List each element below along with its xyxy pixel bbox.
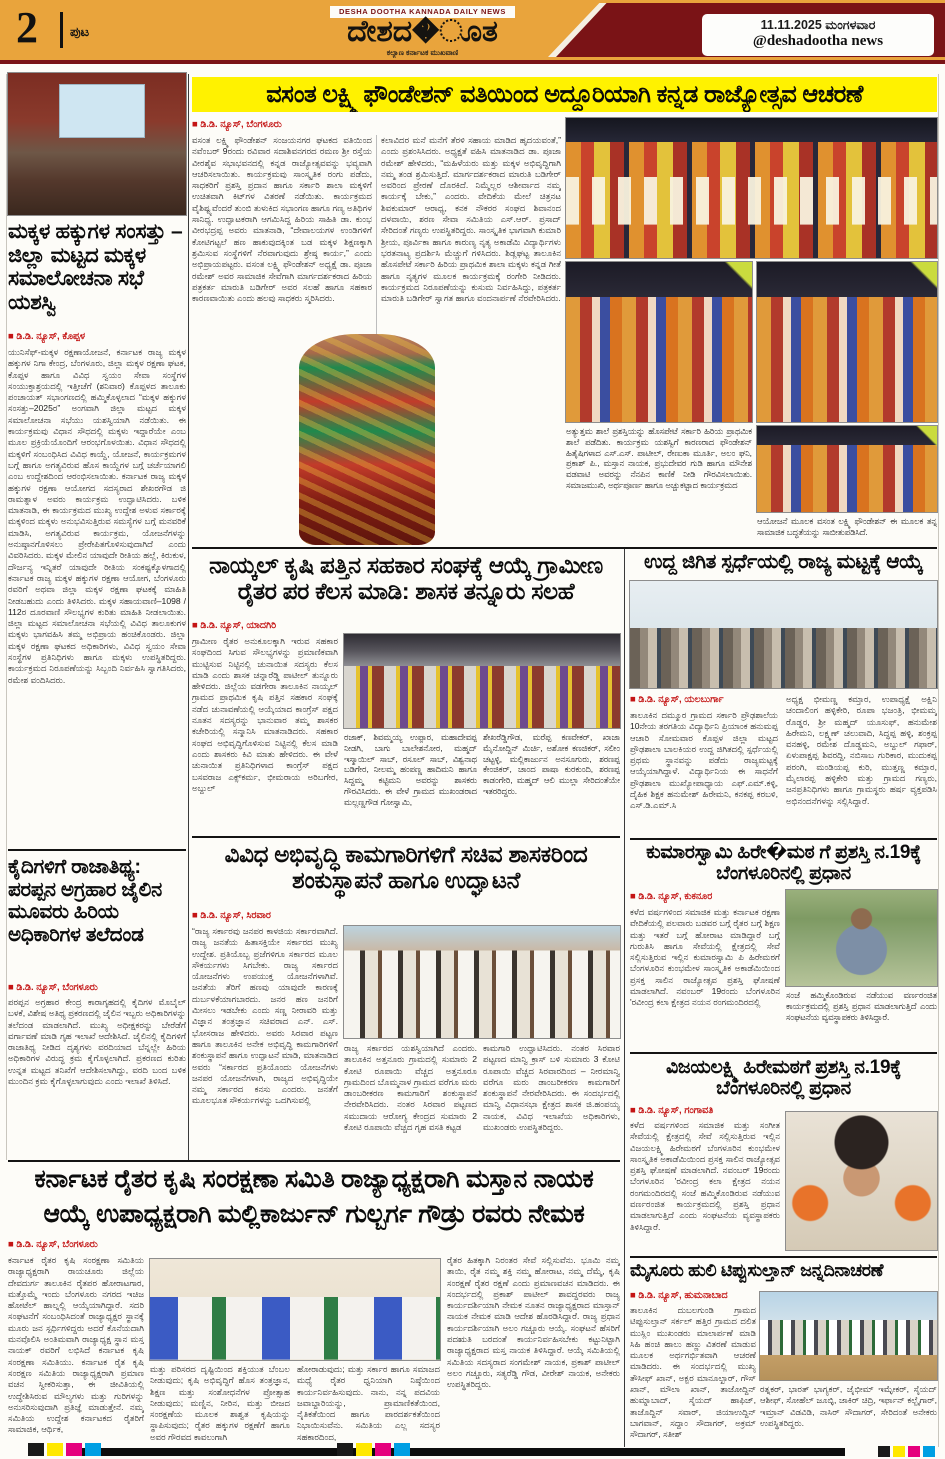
headline-tipu: ಮೈಸೂರು ಹುಲಿ ಟಿಪ್ಪುಸುಲ್ತಾನ್ ಜನ್ನದಿನಾಚರಣೆ <box>630 1261 884 1280</box>
photo-longjump-felicitation <box>630 581 937 688</box>
headline-jail: ಕೈದಿಗಳಿಗೆ ರಾಜಾತಿಥ್ಯ: ಪರಪ್ಪನ ಅಗ್ರಹಾರ ಜೈಲಿನ ಮೂವರು ಹಿರಿಯ ಅಧಿಕಾರಿಗಳ ತಲೆದಂಡ <box>8 856 162 946</box>
body-kumaraswamy: ಕಳೆದ ವರ್ಷಗಳಿಂದ ಸಮಾಜಿಕ ಮತ್ತು ಕರ್ನಾಟಕ ರಕ್ಷಣಾ ವೇದಿಕೆಯಲ್ಲಿ ಪಲವಾರು ಬಡವರ ಬಗ್ಗೆ ರೈತರ ಬಗ್ಗೆ ಶಿಕ್ಷಣ ಮತ್ತು ಇತರೆ ಬಗ್ಗೆ ಹೋರಾಟ ಮಾಡಿದ್ದಾರೆ ಬಗ್ಗೆ ಗುರುತಿಸಿ ಹಾಗೂ ಸೇವೆಯಲ್ಲಿ ಕ್ಷೇತ್ರದಲ್ಲಿ ಸೇವೆ ಸಲ್ಲಿಸುತ್ತಿರುವ ಇಲ್ಲಿನ ಕುಮಾರಸ್ವಾಮಿ ಪಿ ಹಿರೇಮಠಗೆ ಬೆಂಗಳೂರಿನ ಕುಂಭಮೇಳ ಸಾಂಸ್ಕೃತಿಕ ಅಕಾಡೆಮಿಯಿಂದ ಪ್ರಸಕ್ತ ಸಾಲಿನ ರಾಜ್ಯೋತ್ಸವ ಪ್ರಶಸ್ತಿ ಘೋಷಣೆ ಮಾಡಲಾಗಿದೆ. ನವಂಬರ್ 19ರಂದು ಬೆಂಗಳೂರಿನ 'ರವೀಂದ್ರ ಕಲಾ ಕ್ಷೇತ್ರದ ನಯನ ರಂಗಮಂದಿರದಲ್ಲಿ <box>630 907 780 1008</box>
page-number-divider <box>60 12 63 48</box>
rule-below-longjump <box>630 838 937 840</box>
byline-vijayalakshmi: ■ ಡಿ.ಡಿ. ನ್ಯೂಸ್, ಗಂಗಾವತಿ <box>630 1105 714 1116</box>
photo-naykal-garlanded-members <box>344 634 620 728</box>
photo-collage-award-left <box>566 262 752 422</box>
headline-rajyotsava: ವಸಂತ ಲಕ್ಷ್ಮಿ ಫೌಂಡೇಶನ್ ವತಿಯಿಂದ ಅದ್ದೂರಿಯಾಗಿ ಕನ್ನಡ ರಾಜ್ಯೋತ್ಸವ ಆಚರಣೆ <box>192 77 937 112</box>
body-tipu-col2: ರತ್ನಕರ್, ಭಾರತ್ ಭಾಗ್ಯಕರ್, ಜೈಭೀಮ್ ಇಮ್ಳೇಕರ್, ಸೈಯದ್ ಆಶೀಫ್, ಸೋಹೆಲ್ ಜೂಬ್ಳಿ, ಜಾಕಿರ್ ಚಿದ್ರಿ, ಇರ್ಫಾನ್ ಕಲ್ಬೈಗಾರ್, ಇಮ್ರಾನ್ ವಿಡವಿಡಿ, ನಾಸಿರ್ ಸೌದಾಗರ್, ಸೇರಿದಂತೆ ಅನೇಕರು ಉಪಸ್ಥಿತರಿದ್ದರು. <box>760 1384 937 1428</box>
body-tipu-col1: ತಾಲೂಕಿನ ದುಬಲಗುಂಡಿ ಗ್ರಾಮದ ಟಿಪ್ಪುಸುಲ್ತಾನ್ ಸರ್ಕಲ್ ಹತ್ತಿರ ಗ್ರಾಮದ ದಲಿತ ಮುಸ್ಲಿಂ ಮುಖಂಡರು ಮಾಲಾರ್ಪಣೆ ಮಾಡಿ ಸಿಹಿ ಹಂಚಿ ಹಾಲು ಹಣ್ಣು ವಿತರಣೆ ಮಾಡುವ ಮೂಲಕ ಅರ್ಥಗರ್ಭಿತವಾಗಿ ಆಚರಣೆ ಮಾಡಿದರು. ಈ ಸಂದರ್ಭದಲ್ಲಿ ಮುಖ್ಯ ತೌಸೀಫ್ ಖಾನ್, ಅಕ್ಬರ ಮಾನೂಲ್ಖಾರ್, ಗೌಸ್ ಖಾನ್, ಮೌಲಾ ಖಾನ್, ತಾಜೋದ್ದಿನ್ ಹುಮ್ನಾಬಾದ್, ಸೈಯದ್ ಹಾಫಿಜ್, ತಾಜೊದ್ದಿನ್ ಸವಾರ್, ಜಿಯಾಉದ್ದಿನ್ ಬಾಗವಾನ್, ಸದ್ದಾಂ ಸೌದಾಗರ್, ಅಕ್ರಮ್ ಸೌದಾಗರ್, ಸತೀಶ್ <box>630 1305 756 1440</box>
byline-longjump: ■ ಡಿ.ಡಿ. ನ್ಯೂಸ್, ಯಲಬುರ್ಗಾ <box>630 694 724 705</box>
caption-collage-left: ಅತ್ಯುತ್ತಮ ಶಾಲೆ ಪ್ರಶಸ್ತಿಯನ್ನು ಹೊಸಪೇಟೆ ಸರ್ಕಾರಿ ಹಿರಿಯ ಪ್ರಾಥಮಿಕ ಶಾಲೆ ಪಡೆದಿತು. ಕಾರ್ಯಕ್ರಮ ಯಶಸ್ವಿಗೆ ಕಾರಣರಾದ ಫೌಂಡೇಶನ್ ಹಿತೈಷಿಗಳಾದ ಎಸ್.ಎಸ್. ಪಾಟೀಲ್, ರೇಣುಕಾ ಮೂರ್ತಿ, ಅಲಂ ಘನಿ, ಪ್ರಕಾಶ್ ಪಿ., ಮಸ್ತಾನ ನಾಯಕ, ಪ್ರಭುದೇವರ ಗುಡಿ ಹಾಗೂ ಮೌನೇಶ ವಡವಾಟಿ ಅವರನ್ನು ನೆನಪಿನ ಕಾಣಿಕೆ ನೀಡಿ ಗೌರವಿಸಲಾಯಿತು. ಸಮಾಜಮುಖಿ, ಅರ್ಥಪೂರ್ಣ ಹಾಗೂ ಅಚ್ಚುಕಟ್ಟಾದ ಕಾರ್ಯಕ್ರಮದ <box>566 426 752 490</box>
byline-tipu: ■ ಡಿ.ಡಿ. ನ್ಯೂಸ್, ಹುಮನಾಬಾದ <box>630 1290 728 1301</box>
registration-marks-center <box>337 1443 413 1459</box>
cmyk-magenta-square <box>66 1443 82 1456</box>
body-committee-col2: ಮತ್ತು ಪರಿಸರದ ದೃಷ್ಟಿಯಿಂದ ಶಕ್ತಿಯುತ ಬೆಂಬಲ ನೀಡುವುದು; ಕೃಷಿ ಅಭಿವೃದ್ಧಿಗೆ ಹೊಸ ತಂತ್ರಜ್ಞಾನ, ಶಿಕ್ಷಣ ಮತ್ತು ಸಂಶೋಧನೆಗಳ ಪ್ರೋತ್ಸಾಹ ನೀಡುವುದು; ಮಣ್ಣಿನ, ನೀರಿನ, ಮತ್ತು ಬೀಜದ ಸಂರಕ್ಷಣೆಯ ಮೂಲಕ ಶಾಶ್ವತ ಕೃಷಿಯನ್ನು ಸ್ಥಾಪಿಸುವುದು; ರೈತರ ಹಕ್ಕುಗಳ ರಕ್ಷಣೆಗೆ ಹಾಗೂ ಅವರ ಗೌರವದ ಕಾವಲುಗಾಗಿ <box>150 1364 290 1442</box>
body-committee-col3: ಹೋರಾಡುವುದು; ಮತ್ತು ಸರ್ಕಾರ ಹಾಗೂ ಸಮಾಜದ ಮಧ್ಯೆ ರೈತರ ಧ್ವನಿಯಾಗಿ ನಿಷ್ಠೆಯಿಂದ ಕಾರ್ಯನಿರ್ವಹಿಸುವುದು. ನಾನು, ನನ್ನ ಪದವಿಯ ಜವಾಬ್ದಾರಿಯನ್ನು, ಪ್ರಾಮಾಣಿಕತೆಯಿಂದ, ನೈತಿಕತೆಯಿಂದ ಹಾಗೂ ಪಾರದರ್ಶಕತೆಯಿಂದ ನಿಭಾಯಿಸುವೆನು. ಸಮಿತಿಯ ಎಲ್ಲ ಸದಸ್ಯರ ಸಹಕಾರದಿಂದ, <box>297 1364 440 1442</box>
stage-banner-decor <box>60 85 144 137</box>
photo-bharatanatyam-dancer <box>299 334 435 545</box>
photo-committee-letter-handover <box>150 1259 440 1360</box>
byline-rajyotsava: ■ ಡಿ.ಡಿ. ನ್ಯೂಸ್, ಬೆಂಗಳೂರು <box>192 119 282 130</box>
byline-committee: ■ ಡಿ.ಡಿ. ನ್ಯೂಸ್, ಬೆಂಗಳೂರು <box>8 1239 98 1250</box>
cmyk-cyan-square <box>85 1443 101 1456</box>
issue-date: 11.11.2025 ಮಂಗಳವಾರ <box>760 18 876 32</box>
page-left-edge <box>6 74 7 1160</box>
photo-kumaraswamy-portrait <box>786 890 937 986</box>
byline-children-parliament: ■ ಡಿ.ಡಿ. ನ್ಯೂಸ್, ಕೊಪ್ಪಳ <box>8 331 86 342</box>
rule-below-rajyotsava <box>192 547 937 549</box>
headline-naykal: ನಾಯ್ಕಲ್ ಕೃಷಿ ಪತ್ತಿನ ಸಹಕಾರ ಸಂಘಕ್ಕೆ ಆಯ್ಕೆ ಗ್ರಾಮೀಣ ರೈತರ ಪರ ಕೆಲಸ ಮಾಡಿ: ಶಾಸಕ ತನ್ನೂರು ಸಲಹೆ <box>209 552 603 604</box>
body-children-parliament: ಯುನಿಸೆಫ್-ಮಕ್ಕಳ ರಕ್ಷಣಾಯೋಜನೆ, ಕರ್ನಾಟಕ ರಾಜ್ಯ ಮಕ್ಕಳ ಹಕ್ಕುಗಳ ನಿಗಾ ಕೇಂದ್ರ, ಬೆಂಗಳೂರು, ಜಿಲ್ಲಾ ಮಕ್ಕಳ ರಕ್ಷಣಾ ಘಟಕ, ಕೊಪ್ಪಳ ಹಾಗೂ ವಿವಿಧ ಸ್ವಯಂ ಸೇವಾ ಸಂಸ್ಥೆಗಳ ಸಂಯುಕ್ತಾಶ್ರಯದಲ್ಲಿ ಇತ್ತೀಚೆಗೆ (ಶನಿವಾರ) ಕೊಪ್ಪಳದ ತಾಲೂಕು ಪಂಚಾಯತ್ ಸಭಾಂಗಣದಲ್ಲಿ ಹಮ್ಮಿಕೊಳ್ಳಲಾದ “ಮಕ್ಕಳ ಹಕ್ಕುಗಳ ಸಂಸತ್ತು–2025ರ” ಅಂಗವಾಗಿ ಜಿಲ್ಲಾ ಮಟ್ಟದ ಮಕ್ಕಳ ಸಮಾಲೋಚನಾ ಸಭೆಯು ಯಶಸ್ವಿಯಾಗಿ ನಡೆಯಿತು. ಈ ಕಾರ್ಯಕ್ರಮವು ವಿಧಾನ ಸೌಧದಲ್ಲಿ ಮಕ್ಕಳು ಇದ್ದಾರೆಯೇ ಎಂಬ ಮೂಲ ಪ್ರಕ್ರಿಯೆಯೊಂದಿಗೆ ಆರಂಭಗೊಳಯಿತು. ವಿಧಾನ ಸೌಧದಲ್ಲಿ ಮಕ್ಕಳಿಗೆ ಸಂಬಂಧಿಸಿದ ವಿವಿಧ ಕಾಯ್ದೆ, ಯೋಜನೆ, ಕಾರ್ಯಕ್ರಮಗಳ ಬಗ್ಗೆ ಹಾಗೂ ಅಗತ್ಯವಿರುವ ಹೊಸ ಕಾಯ್ದೆಗಳ ಬಗ್ಗೆ ಚರ್ಚೆಯಾಗಲಿ ಎಂಬ ಉದ್ದೇಶದಿಂದ ಆರಂಭಿಸಲಾಯಿತು. ಕರ್ನಾಟಕ ರಾಜ್ಯ ಮಕ್ಕಳ ಹಕ್ಕುಗಳ ರಕ್ಷಣಾ ಆಯೋಗದ ಸದಸ್ಯರಾದ ಶೇಖರಗೌಡ ಜಿ ರಾಮತ್ನಾಳ ಅವರು ಕಾರ್ಯಕ್ರಮ ಉದ್ಘಾಟಿಸಿದರು. ಬಳಿಕ ಮಾತನಾಡಿ, ಈ ಕಾರ್ಯಕ್ರಮದ ಮುಖ್ಯ ಉದ್ದೇಶ ಅಳುವ ಸರ್ಕಾರಕ್ಕೆ ಮಕ್ಕಳಿಂದ ಮಕ್ಕಳು ಅನುಭವಿಸುತ್ತಿರುವ ಸಮಸ್ಯೆಗಳ ಬಗ್ಗೆ ಮನವರಿಕೆ ಮಾಡಿಸಿ, ಅಗತ್ಯವಿರುವ ಕಾರ್ಯಕ್ರಮ, ಯೋಜನೆಗಳನ್ನು ಅನುಷ್ಠಾನಗೊಳಿಸಲು ಪ್ರೇರೇಪಿತಗೊಳಿಸುವುದಾಗಿದೆ ಎಂದು ವಿವರಿಸಿದರು. ಮಕ್ಕಳ ಮೇಲಿನ ಯಾವುದೇ ರೀತಿಯ ಹಲ್ಲೆ, ಕಿರುಕುಳ, ದೌರ್ಜನ್ಯ ಇನ್ನಿತರೆ ಯಾವುದೇ ರೀತಿಯ ಸಂಕಷ್ಟಕ್ಕೊಳಗಾದಲ್ಲಿ ಕರ್ನಾಟಕ ರಾಜ್ಯ ಮಕ್ಕಳ ಹಕ್ಕುಗಳ ರಕ್ಷಣಾ ಆಯೋಗ, ಬೆಂಗಳೂರು ರವರಿಗೆ ಅಥವಾ ಜಿಲ್ಲಾ ಮಕ್ಕಳ ರಕ್ಷಣಾ ಘಟಕಕ್ಕೆ ಮಾಹಿತಿ ನೀಡಬಹುದು ಎಂದು ತಿಳಿಸಿದರು. ಮಕ್ಕಳ ಸಹಾಯವಾಣಿ–1098 / 112ರ ದೂರವಾಣಿ ಸೌಲಭ್ಯಗಳ ಕುರಿತು ಮಾಹಿತಿ ನೀಡಲಾಯಿತು. ಜಿಲ್ಲಾ ಮಟ್ಟದ ಸಮಾಲೋಚನಾ ಸಭೆಯಲ್ಲಿ ವಿವಿಧ ತಾಲೂಕುಗಳ ಮಕ್ಕಳು ಭಾಗವಹಿಸಿ ತಮ್ಮ ಅಭಿಪ್ರಾಯ ಹಂಚಿಕೊಂಡರು. ಜಿಲ್ಲಾ ಮಕ್ಕಳ ರಕ್ಷಣಾ ಘಟಕದ ಅಧಿಕಾರಿಗಳು, ವಿವಿಧ ಸ್ವಯಂ ಸೇವಾ ಸಂಸ್ಥೆಗಳ ಪ್ರತಿನಿಧಿಗಳು ಹಾಗೂ ಮಕ್ಕಳು ಉಪಸ್ಥಿತರಿದ್ದರು. ಕಾರ್ಯಕ್ರಮದ ನಿರೂಪಣೆಯನ್ನು ಸಿಬ್ಬಂದಿ ನಿರ್ವಹಿಸಿ ಸ್ವಾಗತಿಸಿದರು, ರಮೇಶ ವಂದಿಸಿದರು. <box>8 347 186 685</box>
cmyk-black-square <box>878 1446 890 1457</box>
newspaper-subtitle: ಕಲ್ಯಾಣ ಕರ್ನಾಟಕ ಮುಖವಾಣಿ <box>386 48 459 57</box>
cmyk-yellow-square <box>47 1443 63 1456</box>
caption-naykal-names-2: ಶೇಖರೆಡ್ಡಿಗೌಡ, ಮರೆಪ್ಪ ಕಣವೇಕರ್, ಖಾಜಾ ಮೈನೋದ್ದಿನ್ ಮಿರ್ಚಿ, ಅಶೋಕ ಕಣಜಿಕರ್, ಸಲೀಂ ಚಟ್ಟಳ್ಳಿ, ಮಲ್ಲಿಕಾರ್ಜುನ ಅನಸೂಗುರು, ಶರಣಪ್ಪ ಕೇಂಜಿಕರ್, ಚಾಂದ ಪಾಷಾ ಕುರಕುಂದಿ, ಶರಣಪ್ಪ ಕಾಡಂಗೇರಿ, ಮಹ್ಮದ್ ಆಲಿ ಮುಲ್ಲಾ ಸೇರಿದಂತೆಯೇ ಇತರರಿದ್ದರು. <box>483 732 620 796</box>
photo-collage-group-children-certificates <box>566 118 937 258</box>
byline-naykal: ■ ಡಿ.ಡಿ. ನ್ಯೂಸ್, ಯಾದಗಿರಿ <box>192 620 277 631</box>
cmyk-black-square <box>337 1443 353 1456</box>
body-jail: ಪರಪ್ಪನ ಅಗ್ರಹಾರ ಕೇಂದ್ರ ಕಾರಾಗೃಹದಲ್ಲಿ ಕೈದಿಗಳ ಮೊಬೈಲ್ ಬಳಕೆ, ವಿಶೇಷ ಅತಿಥ್ಯ ಪ್ರಕರಣದಲ್ಲಿ ಜೈಲಿನ ಇಬ್ಬರು ಅಧಿಕಾರಿಗಳನ್ನು ತಲೆದಂಡ ಮಾಡಲಾಗಿದೆ. ಮುಖ್ಯ ಅಧೀಕ್ಷಕರನ್ನು ಬೇರೆಡೆಗೆ ವರ್ಗಾವಣೆ ಮಾಡಿ ಗೃಹ ಇಲಾಖೆ ಆದೇಶಿಸಿದೆ. ಜೈಲಿನಲ್ಲಿ ಕೈದಿಗಳಿಗೆ ರಾಜಾತಿಥ್ಯ ನೀಡಿದ ದೃಶ್ಯಗಳು ವರದಿಯಾದ ಬೆನ್ನಲ್ಲೇ ಹಿರಿಯ ಅಧಿಕಾರಿಗಳ ವಿರುದ್ಧ ಕ್ರಮ ಕೈಗೊಳ್ಳಲಾಗಿದೆ. ಪ್ರಕರಣದ ಕುರಿತು ಉನ್ನತ ಮಟ್ಟದ ತನಿಖೆಗೆ ಆದೇಶಿಸಲಾಗಿದ್ದು, ವರದಿ ಬಂದ ಬಳಿಕ ಮುಂದಿನ ಕ್ರಮ ಕೈಗೊಳ್ಳಲಾಗುವುದು ಎಂದು ಇಲಾಖೆ ತಿಳಿಸಿದೆ. <box>8 997 186 1087</box>
rule-below-naykal <box>192 836 620 838</box>
registration-marks-left <box>28 1443 104 1459</box>
body-rajyotsava-col2: ಕಲಾವಿದರ ಮನೆ ಮನೆಗೆ ತೆರಳಿ ಸಹಾಯ ಮಾಡಿದ ಹೃದಯವಂತೆ,” ಎಂದು ಪ್ರಶಂಸಿಸಿದರು. ಅಧ್ಯಕ್ಷತೆ ವಹಿಸಿ ಮಾತನಾಡಿದ ಡಾ. ಪೂಜಾ ರಮೇಶ್ ಹೇಳಿದರು, “ಮಹಿಳೆಯರು ಮತ್ತು ಮಕ್ಕಳ ಅಭಿವೃದ್ಧಿಗಾಗಿ ನಮ್ಮ ತಂಡ ಶ್ರಮಿಸುತ್ತಿದೆ. ಮಾರ್ಗದರ್ಶಕರಾದ ಮಾರುತಿ ಬಡಿಗೇರ್ ಅವರಿಂದ ಪ್ರೇರಣೆ ದೊರಕಿದೆ. ನಿಮ್ಮೆಲ್ಲರ ಆಶೀರ್ವಾದ ನಮ್ಮ ಕಾರ್ಯಕ್ಕೆ ಬೇಕು,” ಎಂದರು. ವೇದಿಕೆಯ ಮೇಲೆ ಚಿತ್ರನಟ ಶಿವಕುಮಾರ್ ಆರಾಧ್ಯ, ಕನಕ ನೌಕರರ ಸಂಘದ ಶಿವಾನಂದ ದಳವಾಯಿ, ಶರಣ ಸೇವಾ ಸಮಿತಿಯ ಎಸ್.ಆರ್. ಪ್ರಸಾದ್ ಸೇರಿದಂತೆ ಗಣ್ಯರು ಉಪಸ್ಥಿತರಿದ್ದರು. ಸಾಂಸ್ಕೃತಿಕ ಭಾಗವಾಗಿ ಕುಮಾರಿ ಶ್ರೀಯ, ಪೂರ್ವಿಕಾ ಹಾಗೂ ಕಾರುಣ್ಯ ನೃತ್ಯ ಅಕಾಡೆಮಿ ವಿದ್ಯಾರ್ಥಿಗಳು ಭರತನಾಟ್ಯ ಪ್ರದರ್ಶಿಸಿ ಮೆಚ್ಚುಗೆ ಗಳಿಸಿದರು. ಶಿಡ್ಲಘಟ್ಟ ತಾಲೂಕಿನ ಹೊಸಪೇಟೆ ಸರ್ಕಾರಿ ಹಿರಿಯ ಪ್ರಾಥಮಿಕ ಶಾಲಾ ಮಕ್ಕಳು ಕನ್ನಡ ಗೀತೆ ಹಾಗೂ ನೃತ್ಯಗಳ ಮೂಲಕ ಕಾರ್ಯಕ್ರಮಕ್ಕೆ ರಂಗೇರಿ ನೀಡಿದರು. ಕಾರ್ಯಕ್ರಮದ ನಿರೂಪಣೆಯನ್ನು ಕುಸುಮ ನಿರ್ವಹಿಸಿದ್ದು, ಪತ್ರಕರ್ತ ಮಾರುತಿ ಬಡಿಗೇರ್ ಸ್ವಾಗತ ಹಾಗೂ ವಂದನಾರ್ಪಣೆ ನೆರವೇರಿಸಿದರು. <box>381 135 561 304</box>
divider-right-column <box>624 549 625 1447</box>
photo-works-foundation-crowd <box>344 926 620 1038</box>
cmyk-yellow-square <box>356 1443 372 1456</box>
masthead-rule <box>0 60 945 64</box>
rule-left-column <box>8 849 186 851</box>
body-works-col3: ಕಾಮಗಾರಿ ಉದ್ಘಾಟಿಸಿದರು. ನಂತರ ಸಿರವಾರ ಪಟ್ಟಣದ ಮಾನ್ವಿ ಕ್ರಾಸ್ ಬಳಿ ಸುಮಾರು 3 ಕೋಟಿ ರೂಪಾಯಿ ವೆಚ್ಚದ ಸಿರವಾರದಿಂದ – ನೀರಮಾನ್ವಿ ವರೆಗೂ ಮರು ಡಾಂಬರೀಕರಣ ಕಾಮಗಾರಿಗೆ ಶಂಕುಸ್ಥಾಪನೆ ನೇರವೇರಿಸಿದರು. ಈ ಸಂದರ್ಭದಲ್ಲಿ ಮಾನ್ವಿ ವಿಧಾನಸಭಾ ಕ್ಷೇತ್ರದ ಶಾಸಕ ಜಿ.ಹಂಪಯ್ಯ ನಾಯಕ, ವಿವಿಧ ಇಲಾಖೆಯ ಅಧಿಕಾರಿಗಳು, ಮುಖಂಡರು ಉಪಸ್ಥಿತರಿದ್ದರು. <box>483 1043 620 1133</box>
newspaper-title: ದೇಶದ�ೂತ <box>347 16 498 48</box>
cmyk-yellow-square <box>893 1446 905 1457</box>
body-committee-col1: ಕರ್ನಾಟಕ ರೈತರ ಕೃಷಿ ಸಂರಕ್ಷಣಾ ಸಮಿತಿಯ ರಾಜ್ಯಾಧ್ಯಕ್ಷರಾಗಿ ರಾಯಚೂರು ಜಿಲ್ಲೆಯ ದೇವದುರ್ಗ ತಾಲೂಕಿನ ರೈತಪರ ಹೋರಾಟಗಾರ, ಮತ್ತೊಮ್ಮೆ ಇಂದು ಬೆಂಗಳೂರು ನಗರದ ಇಚಿಜ ಹೋಟೆಲ್ ಹಾಲ್ನಲ್ಲಿ ಆಯ್ಕೆಯಾಗಿದ್ದಾರೆ. ಸದರಿ ಸಂಘಟನೆಗೆ ಸಂಬಂಧಿಸಿದಂತೆ ರಾಜ್ಯಾಧ್ಯಕ್ಷರ ಸ್ಥಾನಕ್ಕೆ ಮೂರು ಜನ ಸ್ಪರ್ಧಿಗಳಿದ್ದರು ಅದರೆ ಕೊನೆಯದಾಗಿ ಮನವೊಲಿಸಿ ಅಂತಿಮವಾಗಿ ರಾಜ್ಯಾಧ್ಯಕ್ಷ ಸ್ಥಾನ ಮಸ್ತ ನಾಯಕ್ ರವರಿಗೆ ಲಭಿಸಿದೆ ಕರ್ನಾಟಕ ಕೃಷಿ ಸಂರಕ್ಷಣಾ ಸಮಿತಿಯು. ಕರ್ನಾಟಕ ರೈತ ಕೃಷಿ ಸಂರಕ್ಷಣ ಸಮಿತಿಯ ರಾಜ್ಯಾಧ್ಯಕ್ಷರಾಗಿ ಪ್ರಮಾಣ ವಚನ ಸ್ವೀಕರಿಸುತ್ತಾ, ಈ ಜೀವಿತಿಯಲ್ಲಿ ಉದ್ಧೇಶಿಸಿರುವ ಮೌಲ್ಯಗಳು ಮತ್ತು ಗುರಿಗಳನ್ನು ಅನುಸರಿಸುವುದಾಗಿ ಪ್ರತಿಜ್ಞೆ ಮಾಡುತ್ತೇನೆ. ನಮ್ಮ ಸಮಿತಿಯ ಉದ್ದೇಶ ಕರ್ನಾಟಕದ ರೈತರಿಗೆ ಸಾಮಾಜಿಕ, ಆರ್ಥಿಕ, <box>8 1255 144 1435</box>
byline-works: ■ ಡಿ.ಡಿ. ನ್ಯೂಸ್, ಸಿರವಾರ <box>192 910 271 921</box>
page-label: ಪುಟ <box>70 24 90 39</box>
cmyk-black-square <box>28 1443 44 1456</box>
photo-children-parliament-hall <box>8 73 186 215</box>
masthead-tagline: DESHA DOOTHA KANNADA DAILY NEWS <box>330 6 515 18</box>
caption-collage-right: ಆಯೋಜನೆ ಮೂಲಕ ವಸಂತ ಲಕ್ಷ್ಮಿ ಫೌಂಡೇಶನ್ ಈ ಮೂಲಕ ತನ್ನ ಸಾಮಾಜಿಕ ಬದ್ಧತೆಯನ್ನು ಸಾಬೀತುಪಡಿಸಿದೆ. <box>757 516 937 537</box>
headline-children-parliament: ಮಕ್ಕಳ ಹಕ್ಕುಗಳ ಸಂಸತ್ತು – ಜಿಲ್ಲಾ ಮಟ್ಟದ ಮಕ್ಕಳ ಸಮಾಲೋಚನಾ ಸಭೆ ಯಶಸ್ವಿ <box>8 220 183 315</box>
date-box <box>702 14 934 56</box>
headline-committee-line2: ಆಯ್ಕೆ ಉಪಾಧ್ಯಕ್ಷರಾಗಿ ಮಲ್ಲಿಕಾರ್ಜುನ್ ಗುಲ್ಬರ್ಗ ಗೌಡ್ರು ರವರು ನೇಮಕ <box>43 1200 585 1228</box>
registration-marks-right <box>878 1444 938 1459</box>
cmyk-magenta-square <box>375 1443 391 1456</box>
rule-below-kumaraswamy <box>630 1052 937 1054</box>
rule-below-vijayalakshmi <box>630 1256 937 1258</box>
page-number: 2 <box>16 3 38 52</box>
byline-kumaraswamy: ■ ಡಿ.ಡಿ. ನ್ಯೂಸ್, ಕುಕನೂರ <box>630 891 713 902</box>
photo-collage-award-bottom <box>757 426 937 512</box>
body-longjump-col1: ತಾಲೂಕಿನ ದಮ್ಮೂರ ಗ್ರಾಮದ ಸರ್ಕಾರಿ ಪ್ರೌಢಶಾಲೆಯ 10ನೇಯ ತರಗತಿಯ ವಿದ್ಯಾರ್ಥಿನಿ ಪ್ರಿಯಾಂಕ ಹನುಮಪ್ಪ ಆಚಾರಿ ಸೋಮವಾರ ಕೊಪ್ಪಳ ಜಿಲ್ಲಾ ಮಟ್ಟದ ಪ್ರೌಢಶಾಲಾ ಬಾಲಕಿಯರ ಉದ್ದ ಜಿಗಿತದಲ್ಲಿ ಸ್ಪರ್ಧೆಯಲ್ಲಿ ಪ್ರಥಮ ಸ್ಥಾನವನ್ನು ಪಡೆದು ರಾಜ್ಯಮಟ್ಟಕ್ಕೆ ಆಯ್ಕೆಯಾಗಿದ್ದಾಳೆ. ವಿದ್ಯಾರ್ಥಿನಿಯ ಈ ಸಾಧನೆಗೆ ಪ್ರೌಢಶಾಲಾ ಮುಖ್ಯೋಪಾಧ್ಯಾಯ ಎಫ್.ಎಮ್.ಕಳ್ಳಿ, ದೈಹಿಕ ಶಿಕ್ಷಕ ಹನುಮೇಶ್ ಹಿರೇಮನಿ, ಕನಕಪ್ಪ ಕರಬಳಿ, ಎಸ್.ಡಿ.ಎಮ್.ಸಿ <box>630 710 778 811</box>
divider-left-column <box>188 74 189 1160</box>
headline-longjump: ಉದ್ದ ಜಿಗಿತ ಸ್ಪರ್ಧೆಯಲ್ಲಿ ರಾಜ್ಯ ಮಟ್ಟಕ್ಕೆ ಆಯ್ಕೆ <box>644 551 923 573</box>
bottom-fold-bar <box>75 1448 845 1456</box>
masthead <box>0 0 945 60</box>
headline-vijayalakshmi: ವಿಜಯಲಕ್ಷ್ಮಿ ಹಿರೇಮಠಗೆ ಪ್ರಶಸ್ತಿ ನ.19ಕ್ಕೆ ಬೆಂಗಳೂರಿನಲ್ಲಿ ಪ್ರಧಾನ <box>665 1057 902 1100</box>
headline-committee-line1: ಕರ್ನಾಟಕ ರೈತರ ಕೃಷಿ ಸಂರಕ್ಷಣಾ ಸಮಿತಿ ರಾಜ್ಯಾಧ್ಯಕ್ಷರಾಗಿ ಮಸ್ತಾನ ನಾಯಕ <box>34 1165 594 1193</box>
caption-naykal-names-1: ರಜಾಕ್, ಶಿವಮ್ಮಯ್ಯ ಉಪ್ಪಾರ, ಮಹಾದೇವಪ್ಪ ನೀಡಗಿ, ಬಾಗು ಬಾಲೇಶನೋರ, ಮಹ್ಮದ್ ಇಸ್ಮಾಯಿಲ್ ಸಾಬ್, ರಸೂಲ್ ಸಾಬ್, ವಿಶ್ವನಾಥ ಬಡಿಗೇರ, ನೀಲಮ್ಮ ಹಂಪಣ್ಣ ಹಾದಿಮನಿ ಹಾಗೂ ಸಿದ್ದಮ್ಮ ಕಟ್ಟಿಮನಿ ಅವರನ್ನು ಶಾಸಕರು ಗೌರವಿಸಿದರು. ಈ ವೇಳೆ ಗ್ರಾಮದ ಮುಖಂಡರಾದ ಮಲ್ಲಣ್ಣಗೌಡ ಗೋಸ್ವಾಮಿ, <box>344 732 477 807</box>
photo-tipu-circle-gathering <box>760 1292 937 1380</box>
body-longjump-col2: ಅಧ್ಯಕ್ಷ ಭೀಮಣ್ಣ ಕಮ್ತಾರ, ಉಪಾಧ್ಯಕ್ಷೆ ಅಕ್ಷಿನಿ ಚಂದಾಲಿಂಗ ಹಳ್ಳಿಕೇರಿ, ರೂಪಾ ಭಜಂತ್ರಿ, ಭೀಮಮ್ಮ ರೊಡ್ಡರ, ಶ್ರೀ ಮಹ್ಮದ್ ಯೂಸುಫ್, ಹನುಮೇಶ ಹಿರೇಮನಿ, ಲಕ್ಷ್ಮಣ್ ಚಲುವಾದಿ, ಸಿದ್ಧಪ್ಪ ಹಳ್ಳಿ, ಶಂಕ್ರಪ್ಪ ವನಹಳ್ಳಿ, ರಮೇಶ ದೊಡ್ಡಮನಿ, ಅಬ್ದುಲ್ ಗಫಾರ್, ಏಳುಪಾಕ್ಷಪ್ಪ ಶಿವರದ್ದಿ, ನಬಿಸಾಬ ಗುರಿಕಾರ, ಮುದುಕಪ್ಪ ಪರಂಗಿ, ಮಂಡಿಯಪ್ಪ ಕುರಿ, ಮುತ್ತಣ್ಣ ಕಮ್ತಾರ, ಮೈಲಾರಪ್ಪ ಹಳ್ಳಿಕೇರಿ ಮತ್ತು ಗ್ರಾಮದ ಗಣ್ಯರು, ಜನಪ್ರತಿನಿಧಿಗಳು ಹಾಗೂ ಗ್ರಾಮಸ್ಥರು ಹರ್ಷ ವ್ಯಕ್ತಪಡಿಸಿ ಅಭಿನಂದನೆಗಳನ್ನು ಸಲ್ಲಿಸಿದ್ದಾರೆ. <box>786 694 937 806</box>
body-works-col1: “ರಾಜ್ಯ ಸರ್ಕಾರವು ಜನಪರ ಕಾಳಜಿಯ ಸರ್ಕಾರವಾಗಿದೆ. ರಾಜ್ಯ ಜನತೆಯ ಹಿತಾಸಕ್ತಿಯೇ ಸರ್ಕಾರದ ಮುಖ್ಯ ಉದ್ದೇಶ. ಪ್ರತಿಯೊಬ್ಬ ಪ್ರಜೆಗಳಿಗೂ ಸರ್ಕಾರದ ಮೂಲ ಸೌಕರ್ಯಗಳು ಸಿಗಬೇಕು. ರಾಜ್ಯ ಸರ್ಕಾರದ ಯೋಜನೆಗಳು ಉಪಯುಕ್ತ ಯೋಜನೆಗಳಾಗಿವೆ. ಜನತೆಯ ತೆರಿಗೆ ಹಣವು ಯಾವುದೇ ಕಾರಣಕ್ಕೆ ದುರ್ಬಳಕೆಯಾಗಬಾರದು. ಜನರ ಹಣ ಜನರಿಗೆ ಮೀಸಲು ಇಡಬೇಕು ಎಂದು ಸಣ್ಣ ನೀರಾವರಿ ಮತ್ತು ವಿಜ್ಞಾನ ತಂತ್ರಜ್ಞಾನ ಸಚಿವರಾದ ಎನ್. ಎಸ್. ಭೋಸರಾಜ ಹೇಳಿದರು. ಅವರು ಸಿರವಾರ ಪಟ್ಟಣ ಹಾಗೂ ತಾಲೂಕಿನ ಅನೇಕ ಅಭಿವೃದ್ಧಿ ಕಾಮಗಾರಿಗಳಿಗೆ ಶಂಕುಸ್ಥಾಪನೆ ಹಾಗೂ ಉದ್ಘಾಟನೆ ಮಾಡಿ, ಮಾತನಾಡಿದ ಅವರು “ಸರ್ಕಾರದ ಪ್ರತಿಯೊಂದು ಯೋಜನೆಗಳು ಜನಪರ ಯೋಜನೆಗಳಾಗಿ, ರಾಜ್ಯದ ಅಭಿವೃದ್ಧಿಯೇ ನಮ್ಮ ಸರ್ಕಾರದ ಕನಸು ಎಂದರು. ಜನತೆಗೆ ಮೂಲಭೂತ ಸೌಕರ್ಯಗಳನ್ನು ಒದಗಿಸುವಲ್ಲಿ <box>192 926 338 1106</box>
social-handle: @deshadootha news <box>752 33 884 49</box>
page-right-edge <box>938 74 939 1447</box>
photo-collage-award-right <box>757 262 937 422</box>
body-rajyotsava-col1: ವಸಂತ ಲಕ್ಷ್ಮಿ ಫೌಂಡೇಶನ್ ಸಂಜಯನಗರ ಘಟಕದ ವತಿಯಿಂದ ನವೆಂಬರ್ 9ರಂದು ರವಿವಾರ ಸದಾಶಿವನಗರದ ರಮಣ ಶ್ರೀ ರಸ್ತೆಯ ವೀರಶೈವ ಸಭಾಭವನದಲ್ಲಿ ಕನ್ನಡ ರಾಜ್ಯೋತ್ಸವವನ್ನು ಭವ್ಯವಾಗಿ ಆಚರಿಸಲಾಯಿತು. ಕಾರ್ಯಕ್ರಮವು ಸಾಂಸ್ಕೃತಿಕ ರಂಗು ಪಡೆದು, ಸಾಧಕರಿಗೆ ಪ್ರಶಸ್ತಿ ಪ್ರದಾನ ಹಾಗೂ ಸರ್ಕಾರಿ ಶಾಲಾ ಮಕ್ಕಳಿಗೆ ಉಚಿತವಾಗಿ ಕಿಟ್‌ಗಳ ವಿತರಣೆ ನಡೆಯಿತು. ಕಾರ್ಯಕ್ರಮದ ವೈಶಿಷ್ಟ್ಯವೆಂದರೆ ತುಂಬಿ ತುಳುಕಿದ ಸಭಾಂಗಣ ಹಾಗೂ ಗಣ್ಯ ಅತಿಥಿಗಳ ಸಾನಿಧ್ಯ. ಉದ್ಘಾಟಕರಾಗಿ ಆಗಮಿಸಿದ್ದ ಹಿರಿಯ ಸಾಹಿತಿ ಡಾ. ಕುಂಭ ವೀರಭದ್ರಪ್ಪ ಅವರು ಮಾತನಾಡಿ, “ದೇವಾಲಯಗಳ ಉಂಡಿಗಳಿಗೆ ಕೋಟಿಗಟ್ಟಲೆ ಹಣ ಹಾಕುವುದಕ್ಕಿಂತ ಬಡ ಮಕ್ಕಳ ಶಿಕ್ಷಣಕ್ಕಾಗಿ ಶ್ರಮಿಸುವ ಸಂಸ್ಥೆಗಳಿಗೆ ನೆರವಾಗುವುದು ಶ್ರೇಷ್ಠ ಕಾರ್ಯ,” ಎಂದು ಅಭಿಪ್ರಾಯಪಟ್ಟರು. ವಸಂತ ಲಕ್ಷ್ಮಿ ಫೌಂಡೇಶನ್ ಅಧ್ಯಕ್ಷೆ ಡಾ. ಪೂಜಾ ರಮೇಶ್ ಅವರ ಸಾಮಾಜಿಕ ಸೇವೆಗಾಗಿ ಮಾರ್ಗದರ್ಶಕರಾದ ಹಿರಿಯ ಪತ್ರಕರ್ತ ಮಾರುತಿ ಬಡಿಗೇರ್ ಅವರ ಸಲಹೆ ಹಾಗೂ ಸಹಕಾರ ಕಾರಣವಾಯಿತು ಎಂದು ಹಲವು ಸಾಧಕರು ಸ್ಮರಿಸಿದರು. <box>192 135 372 304</box>
rule-above-committee <box>8 1160 620 1162</box>
cmyk-cyan-square <box>923 1446 935 1457</box>
body-committee-col4: ರೈತರ ಹಿತಕ್ಕಾಗಿ ನಿರಂತರ ಸೇವೆ ಸಲ್ಲಿಸುವೆನು. ಭೂಮಿ ನಮ್ಮ ತಾಯಿ, ರೈತ ನಮ್ಮ ಶಕ್ತಿ ನಮ್ಮ ಹೋರಾಟ, ನಮ್ಮ ದೆಮ್ಮೆ, ಕೃಷಿ ಸಂರಕ್ಷಣೆ ರೈತರ ರಕ್ಷಣೆ ಎಂದು ಪ್ರಮಾಣವಚನ ಮಾಡಿದರು. ಈ ಸಂದರ್ಭದಲ್ಲಿ ಪ್ರಕಾಶ್ ಪಾಟೀಲ್ ಶಾವದ್ದರವರು ರಾಜ್ಯ ಕಾರ್ಯದರ್ಶಿಯಾಗಿ ನೇಮಕ ನೂತನ ರಾಜ್ಯಾಧ್ಯಕ್ಷರಾದ ಮಾಸ್ತಾನ್ ನಾಯಕ ನೇಮಕ ಮಾಡಿ ಆದೇಶ ಹೊರಡಿಸಿದ್ದಾರೆ. ರಾಜ್ಯ ಪ್ರಧಾನ ಕಾರ್ಯದರ್ಶಿಯಾಗಿ ಅಲಂ ಗಚ್ಚೂರು ಆಯ್ಕೆ. ಸಂಘಟನೆ ಹೆಸರಿಗೆ ಪದಋತಿ ಬರದಂತೆ ಕಾರ್ಯನಿರ್ವಹಿಸಬೇಕು ಕಟ್ಟುನಿಟ್ಟಾಗಿ ರಾಜ್ಯಾಧ್ಯಕ್ಷರಾದ ಮಸ್ತ ನಾಯಕ ತಿಳಿಸಿದ್ದಾರೆ. ಆಯ್ಕೆ ಸಮಿತಿಯಲ್ಲಿ ಸಮಿತಿಯ ಸದಸ್ಯರಾದ ಸಂಗಮೇಶ್ ನಾಯಕ, ಪ್ರಕಾಶ್ ಪಾಟೀಲ್ ಅಲಂ ಗಚ್ಚೂರು, ಸತ್ಯರೆಡ್ಡಿ ಗೌಡ, ವೀರೇಶ್ ನಾಯಕ, ಅನೇಕರು ಉಪಸ್ಥಿತರಿದ್ದರು. <box>447 1255 620 1390</box>
photo-vijayalakshmi-portrait <box>786 1112 937 1250</box>
body-works-col2: ರಾಜ್ಯ ಸರ್ಕಾರದ ಯಶಸ್ವಿಯಾಗಿದೆ ಎಂದರು. ತಾಲೂಕಿನ ಅತ್ತನೂರು ಗ್ರಾಮದಲ್ಲಿ ಸುಮಾರು 2 ಕೋಟಿ ರೂಪಾಯಿ ವೆಚ್ಚದ ಅತ್ತನೂರೂ ಗ್ರಾಮದಿಂದ ಬೊಮ್ಮನಾಳ ಗ್ರಾಮದ ವರೆಗೂ ಮರು ಡಾಂಬರೀಕರಣ ಕಾಮಗಾರಿಗೆ ಶಂಕುಸ್ಥಾಪನೆ ನೇರವೇರಿಸಿದರು. ನಂತರ ಸಿರವಾರ ಪಟ್ಟಣದ ಸಮುದಾಯ ಆರೋಗ್ಯ ಕೇಂದ್ರದ ಸುಮಾರು 2 ಕೋಟಿ ರೂಪಾಯಿ ವೆಚ್ಚದ ಗೃಹ ವಸತಿ ಕಟ್ಟಡ <box>344 1043 477 1133</box>
headline-kumaraswamy: ಕುಮಾರಸ್ವಾಮಿ ಹಿರೇ�ಮಠ ಗೆ ಪ್ರಶಸ್ತಿ ನ.19ಕ್ಕೆ ಬೆಂಗಳೂರಿನಲ್ಲಿ ಪ್ರಧಾನ <box>646 842 921 885</box>
cmyk-cyan-square <box>394 1443 410 1456</box>
cmyk-magenta-square <box>908 1446 920 1457</box>
caption-kumaraswamy: ಸಂಜೆ ಹಮ್ಮಿಕೊಂಡಿರುವ ನಡೆಯುವ ವರ್ಣರಂಜಿತ ಕಾರ್ಯಕ್ರಮದಲ್ಲಿ ಪ್ರಶಸ್ತಿ ಪ್ರಧಾನ ಮಾಡಲಾಗುತ್ತಿದೆ ಎಂದು ಸಂಘಟನೆಯ ವ್ಯವಸ್ಥಾಪಕರು ತಿಳಿಸಿದ್ದಾರೆ. <box>786 990 937 1022</box>
body-naykal-col1: ಗ್ರಾಮೀಣ ರೈತರ ಅನುಕೂಲಕ್ಕಾಗಿ ಇರುವ ಸಹಕಾರ ಸಂಘದಿಂದ ಸಿಗುವ ಸೌಲಭ್ಯಗಳನ್ನು ಪ್ರಮಾಣಿಕವಾಗಿ ಮುಟ್ಟಿಸುವ ನಿಟ್ಟಿನಲ್ಲಿ ಚುನಾಯಿತ ಸದಸ್ಯರು ಕೆಲಸ ಮಾಡಿ ಎಂದು ಶಾಸಕ ಚನ್ನಾರೆಡ್ಡಿ ಪಾಟೀಲ್ ತುನ್ನೂರು ಹೇಳಿದರು. ಜಿಲ್ಲೆಯ ವಡಗೇರಾ ತಾಲೂಕಿನ ನಾಯ್ಕಲ್ ಗ್ರಾಮದ ಪ್ರಾಥಮಿಕ ಕೃಷಿ ಪತ್ತಿನ ಸಹಕಾರ ಸಂಘಕ್ಕೆ ನಡೆದ ಚುನಾವಣೆಯಲ್ಲಿ ಆಯ್ಕೆಯಾದ ಕಾಂಗ್ರೆಸ್ ಪಕ್ಷದ ನೂತನ ಸದಸ್ಯರನ್ನು ಭಾನುವಾರ ತಮ್ಮ ಶಾಸಕರ ಕಚೇರಿಯಲ್ಲಿ ಸನ್ಮಾನಿಸಿ ಮಾತನಾಡಿದರು. ಸಹಕಾರ ಸಂಘದ ಅಭಿವೃದ್ಧಿಗೊಳಿಸುವ ನಿಟ್ಟಿನಲ್ಲಿ ಕೆಲಸ ಮಾಡಿ ಎಂದು ಶಾಸಕರು ಕಿವಿ ಮಾತು ಹೇಳಿದರು. ಈ ವೇಳೆ ಚುನಾಯಿತ ಪ್ರತಿನಿಧಿಗಳಾದ ಕಾಂಗ್ರೆಸ್ ಪಕ್ಷದ ಬಸವರಾಜ ಎಕ್ಸ್‌ಕರ್ಮ, ಭೀಮರಾಯ ಅರಿಬಗೇರ, ಅಬ್ದುಲ್ <box>192 636 338 793</box>
byline-jail: ■ ಡಿ.ಡಿ. ನ್ಯೂಸ್, ಬೆಂಗಳೂರು <box>8 982 98 993</box>
body-vijayalakshmi: ಕಳೆದ ವರ್ಷಗಳಿಂದ ಸಮಾಜಿಕ ಮತ್ತು ಸಂಗೀತ ಸೇವೆಯಲ್ಲಿ ಕ್ಷೇತ್ರದಲ್ಲಿ ಸೇವೆ ಸಲ್ಲಿಸುತ್ತಿರುವ ಇಲ್ಲಿನ ವಿಜಯಲಕ್ಷ್ಮಿ ಹಿರೇಮಠಗೆ ಬೆಂಗಳೂರಿನ ಕುಂಭಮೇಳ ಸಾಂಸ್ಕೃತಿಕ ಅಕಾಡೆಮಿಯಿಂದ ಪ್ರಸಕ್ತ ಸಾಲಿನ ರಾಜ್ಯೋತ್ಸವ ಪ್ರಶಸ್ತಿ ಘೋಷಣೆ ಮಾಡಲಾಗಿದೆ. ನವಂಬರ್ 19ರಂದು ಬೆಂಗಳೂರಿನ 'ರವೀಂದ್ರ ಕಲಾ ಕ್ಷೇತ್ರದ ನಯನ ರಂಗಮಂದಿರದಲ್ಲಿ ಸಂಜೆ ಹಮ್ಮಿಕೊಂಡಿರುವ ನಡೆಯುವ ವರ್ಣರಂಜಿತ ಕಾರ್ಯಕ್ರಮದಲ್ಲಿ ಪ್ರಶಸ್ತಿ ಪ್ರಧಾನ ಮಾಡಲಾಗುತ್ತಿದೆ ಎಂದು ಸಂಘಟನೆಯ ವ್ಯವಸ್ಥಾಪಕರು ತಿಳಿಸಿದ್ದಾರೆ. <box>630 1120 780 1232</box>
headline-works: ವಿವಿಧ ಅಭಿವೃದ್ಧಿ ಕಾಮಗಾರಿಗಳಿಗೆ ಸಚಿವ ಶಾಸಕರಿಂದ ಶಂಕುಸ್ಥಾಪನೆ ಹಾಗೂ ಉದ್ಘಾಟನೆ <box>224 841 588 893</box>
